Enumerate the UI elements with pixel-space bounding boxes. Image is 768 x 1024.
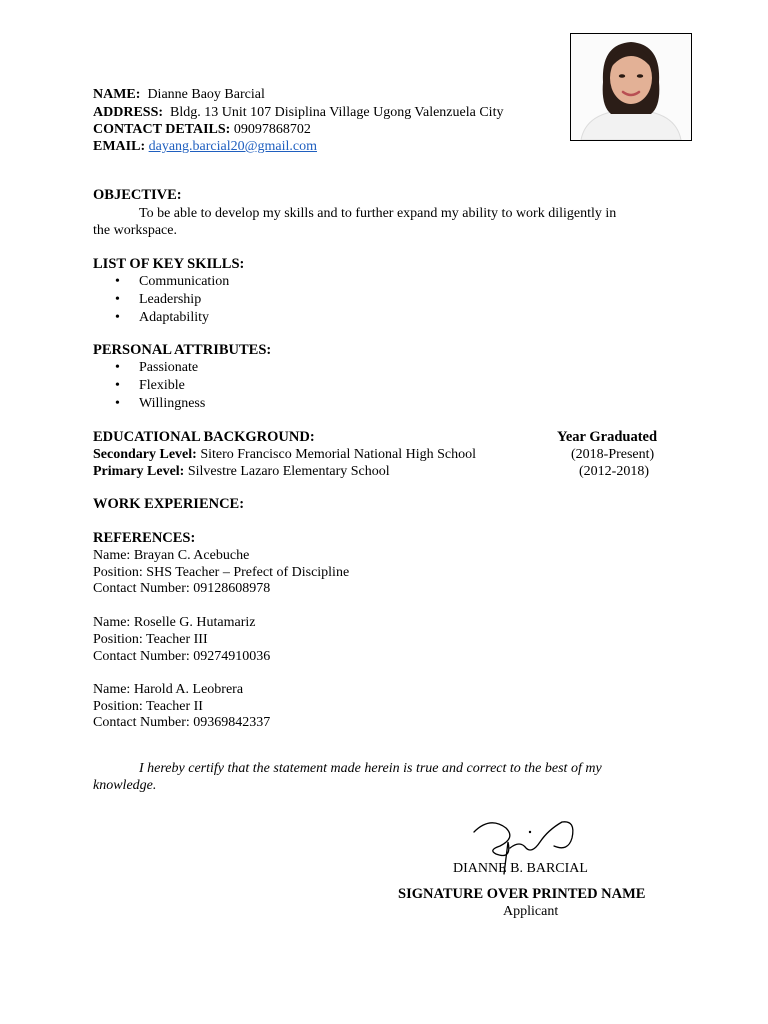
bullet-icon: • bbox=[115, 360, 120, 375]
address-value: Bldg. 13 Unit 107 Disiplina Village Ugong Valenzuela City bbox=[170, 105, 504, 120]
contact-line bbox=[93, 121, 311, 138]
list-item: • Adaptability bbox=[115, 310, 209, 325]
references-heading: REFERENCES: bbox=[93, 530, 196, 546]
printed-name: DIANNE B. BARCIAL bbox=[453, 861, 588, 876]
bullet-icon: • bbox=[115, 292, 120, 307]
contact-value: 09097868702 bbox=[233, 122, 311, 137]
applicant-photo bbox=[570, 33, 692, 141]
email-line bbox=[93, 138, 317, 155]
list-item: • Flexible bbox=[115, 378, 185, 393]
address-label: ADDRESS: bbox=[93, 105, 164, 120]
reference-name: Name: Brayan C. Acebuche bbox=[93, 548, 250, 563]
primary-year: (2012-2018) bbox=[579, 464, 649, 479]
list-item: • Willingness bbox=[115, 396, 206, 411]
reference-contact: Contact Number: 09369842337 bbox=[93, 715, 271, 730]
primary-level-line: Primary Level: Silvestre Lazaro Elementary School bbox=[93, 464, 390, 479]
signature-caption: SIGNATURE OVER PRINTED NAME bbox=[398, 886, 646, 902]
skills-heading: LIST OF KEY SKILLS: bbox=[93, 256, 245, 272]
reference-contact: Contact Number: 09274910036 bbox=[93, 649, 271, 664]
contact-label: CONTACT DETAILS: bbox=[93, 122, 231, 137]
email-link[interactable]: dayang.barcial20@gmail.com bbox=[148, 139, 318, 154]
name-value: Dianne Baoy Barcial bbox=[147, 87, 265, 102]
reference-name: Name: Harold A. Leobrera bbox=[93, 682, 244, 697]
list-item: • Passionate bbox=[115, 360, 199, 375]
certification-line-1: I hereby certify that the statement made herein is true and correct to the best of my bbox=[139, 761, 602, 776]
attributes-list bbox=[93, 359, 205, 413]
email-label: EMAIL: bbox=[93, 139, 146, 154]
bullet-icon: • bbox=[115, 274, 120, 289]
reference-position: Position: Teacher III bbox=[93, 632, 208, 647]
reference-name: Name: Roselle G. Hutamariz bbox=[93, 615, 256, 630]
name-line bbox=[93, 86, 265, 103]
reference-position: Position: SHS Teacher – Prefect of Discipline bbox=[93, 565, 350, 580]
certification-line-2: knowledge. bbox=[93, 778, 157, 793]
objective-line-1: To be able to develop my skills and to further expand my ability to work diligently in bbox=[139, 206, 617, 221]
bullet-icon: • bbox=[115, 310, 120, 325]
reference-contact: Contact Number: 09128608978 bbox=[93, 581, 271, 596]
portrait-image bbox=[571, 34, 691, 140]
objective-heading: OBJECTIVE: bbox=[93, 187, 182, 203]
education-heading: EDUCATIONAL BACKGROUND: bbox=[93, 429, 315, 445]
signature-role: Applicant bbox=[503, 904, 559, 919]
secondary-level-line: Secondary Level: Sitero Francisco Memorial National High School bbox=[93, 447, 477, 462]
year-graduated-header: Year Graduated bbox=[557, 429, 658, 445]
reference-position: Position: Teacher II bbox=[93, 699, 203, 714]
attributes-heading: PERSONAL ATTRIBUTES: bbox=[93, 342, 272, 358]
bullet-icon: • bbox=[115, 396, 120, 411]
list-item: • Leadership bbox=[115, 292, 202, 307]
bullet-icon: • bbox=[115, 378, 120, 393]
objective-line-2: the workspace. bbox=[93, 223, 177, 238]
list-item: • Communication bbox=[115, 274, 230, 289]
secondary-year: (2018-Present) bbox=[571, 447, 655, 462]
name-label: NAME: bbox=[93, 87, 141, 102]
skills-list bbox=[93, 273, 229, 327]
work-heading: WORK EXPERIENCE: bbox=[93, 496, 245, 512]
address-line bbox=[93, 104, 503, 121]
